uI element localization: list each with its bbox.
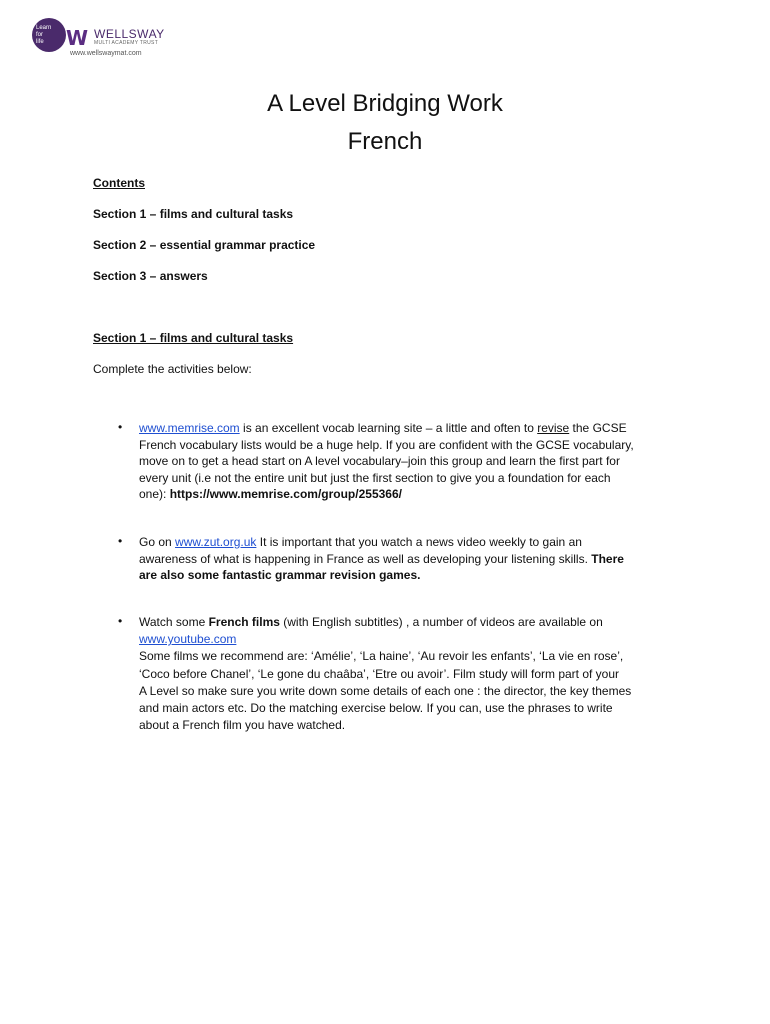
- learn-for-life-badge: [32, 18, 66, 52]
- wellsway-logo: [32, 18, 165, 60]
- bullet1-line5: [139, 486, 684, 503]
- section1-intro: Complete the activities below:: [93, 362, 252, 376]
- bullet3-text: (with English subtitles) , a number of videos are available on: [279, 615, 603, 629]
- bullet1-line3: move on to get a head start on A level vocabulary–join this group and learn the first part for: [139, 454, 620, 468]
- zut-link[interactable]: www.zut.org.uk: [175, 535, 257, 549]
- bullet2-bold: There: [591, 551, 624, 566]
- badge-text-1: Learn: [36, 24, 52, 31]
- youtube-link[interactable]: www.youtube.com: [139, 632, 237, 647]
- bullet3-line3: Some films we recommend are: ‘Amélie’, ‘La haine’, ‘Au revoir les enfants’, ‘La vie en rose’,: [139, 649, 624, 664]
- bullet1-line4: every unit (i.e not the entire unit but just the first section to give you a foundation for each: [139, 470, 611, 485]
- contents-item-1: Section 1 – films and cultural tasks: [93, 207, 294, 221]
- bullet3-line5: A Level so make sure you write down some details of each one : the director, the key themes: [139, 683, 632, 698]
- bullet2-pre: Go on: [139, 535, 176, 549]
- bullet3-pre: Watch some: [139, 615, 209, 629]
- page-title: A Level Bridging Work: [267, 90, 503, 117]
- bullet-marker: •: [118, 534, 123, 548]
- revise-word: revise: [537, 421, 570, 435]
- bullet-zut: [139, 534, 684, 584]
- logo-subtitle: MULTI ACADEMY TRUST: [94, 40, 159, 46]
- bullet1-text2: the GCSE: [569, 421, 627, 435]
- badge-text-2: for: [36, 31, 44, 38]
- bullet3-line1: [139, 614, 684, 631]
- section1-heading: Section 1 – films and cultural tasks: [93, 331, 294, 345]
- w-mark-icon: W: [66, 26, 86, 50]
- contents-item-2: Section 2 – essential grammar practice: [93, 238, 316, 252]
- logo-brand: WELLSWAY: [94, 27, 165, 41]
- page-subtitle: French: [347, 128, 423, 155]
- bullet2-line3: are also some fantastic grammar revision games.: [139, 568, 421, 582]
- bullet3-line7: about a French film you have watched.: [139, 718, 346, 733]
- bullet1-line5-text: one):: [139, 487, 170, 501]
- bullet2-text: It is important that you watch a news video weekly to gain an: [256, 535, 582, 549]
- bullet-marker: •: [118, 420, 123, 434]
- bullet-films: [139, 614, 684, 734]
- memrise-group-url: https://www.memrise.com/group/255366/: [169, 487, 402, 501]
- badge-text-3: life: [36, 38, 44, 45]
- bullet-memrise: [139, 420, 684, 503]
- memrise-link[interactable]: www.memrise.com: [139, 421, 240, 435]
- bullet-marker: •: [118, 614, 123, 628]
- contents-heading: Contents: [93, 176, 145, 190]
- bullet3-line2: [139, 631, 684, 648]
- bullet3-line4: ‘Coco before Chanel’, ‘Le gone du chaâba’, ‘Etre ou avoir’. Film study will form part of your: [139, 666, 620, 681]
- french-films-bold: French films: [208, 615, 280, 629]
- bullet2-line2: [139, 551, 684, 568]
- bullet1-text: is an excellent vocab learning site – a little and often to: [239, 421, 538, 435]
- contents-item-3: Section 3 – answers: [93, 269, 208, 283]
- bullet3-line6: and main actors etc. Do the matching exercise below. If you can, use the phrases to write: [139, 701, 613, 716]
- bullet1-line1: [139, 420, 684, 437]
- logo-url: www.wellswaymat.com: [70, 50, 142, 57]
- bullet2-line2-text: awareness of what is happening in France as well as developing your listening skills.: [139, 551, 592, 566]
- bullet2-line1: [139, 534, 684, 551]
- bullet1-line2: French vocabulary lists would be a huge help. If you are confident with the GCSE vocabulary,: [139, 437, 634, 452]
